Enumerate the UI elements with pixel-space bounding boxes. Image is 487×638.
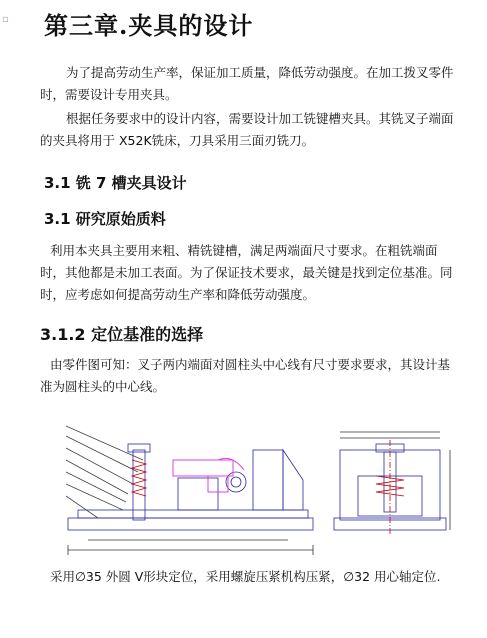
section-heading-3-1-2: 3.1.2 定位基准的选择 [40,325,204,344]
paragraph-3: 利用本夹具主要用来粗、精铣键槽，满足两端面尺寸要求。在粗铣端面时，其他都是未加工表面。为了保证技术要求，最关键是找到定位基准。同时，应考虑如何提高劳动生产率和降低劳动强度。 [40,243,453,302]
paragraph-5: 采用∅35 外圆 V形块定位，采用螺旋压紧机构压紧，∅32 用心轴定位. [50,569,441,584]
section-heading-3-1-research: 3.1 研究原始质料 [44,210,166,228]
section-heading-3-1-slot: 3.1 铣 7 槽夹具设计 [44,174,187,192]
chapter-title: 第三章.夹具的设计 [44,11,254,40]
paragraph-1: 为了提高劳动生产率，保证加工质量，降低劳动强度。在加工拨叉零件时，需要设计专用夹具。 [40,65,454,102]
paragraph-2: 根据任务要求中的设计内容，需要设计加工铣键槽夹具。其铣叉子端面的夹具将用于 X52K铣床，刀具采用三面刃铣刀。 [40,111,454,148]
fixture-drawing [58,420,458,562]
margin-marker: ▫ [2,14,9,25]
paragraph-4: 由零件图可知：叉子两内端面对圆柱头中心线有尺寸要求要求，其设计基准为圆柱头的中心线。 [40,357,451,394]
